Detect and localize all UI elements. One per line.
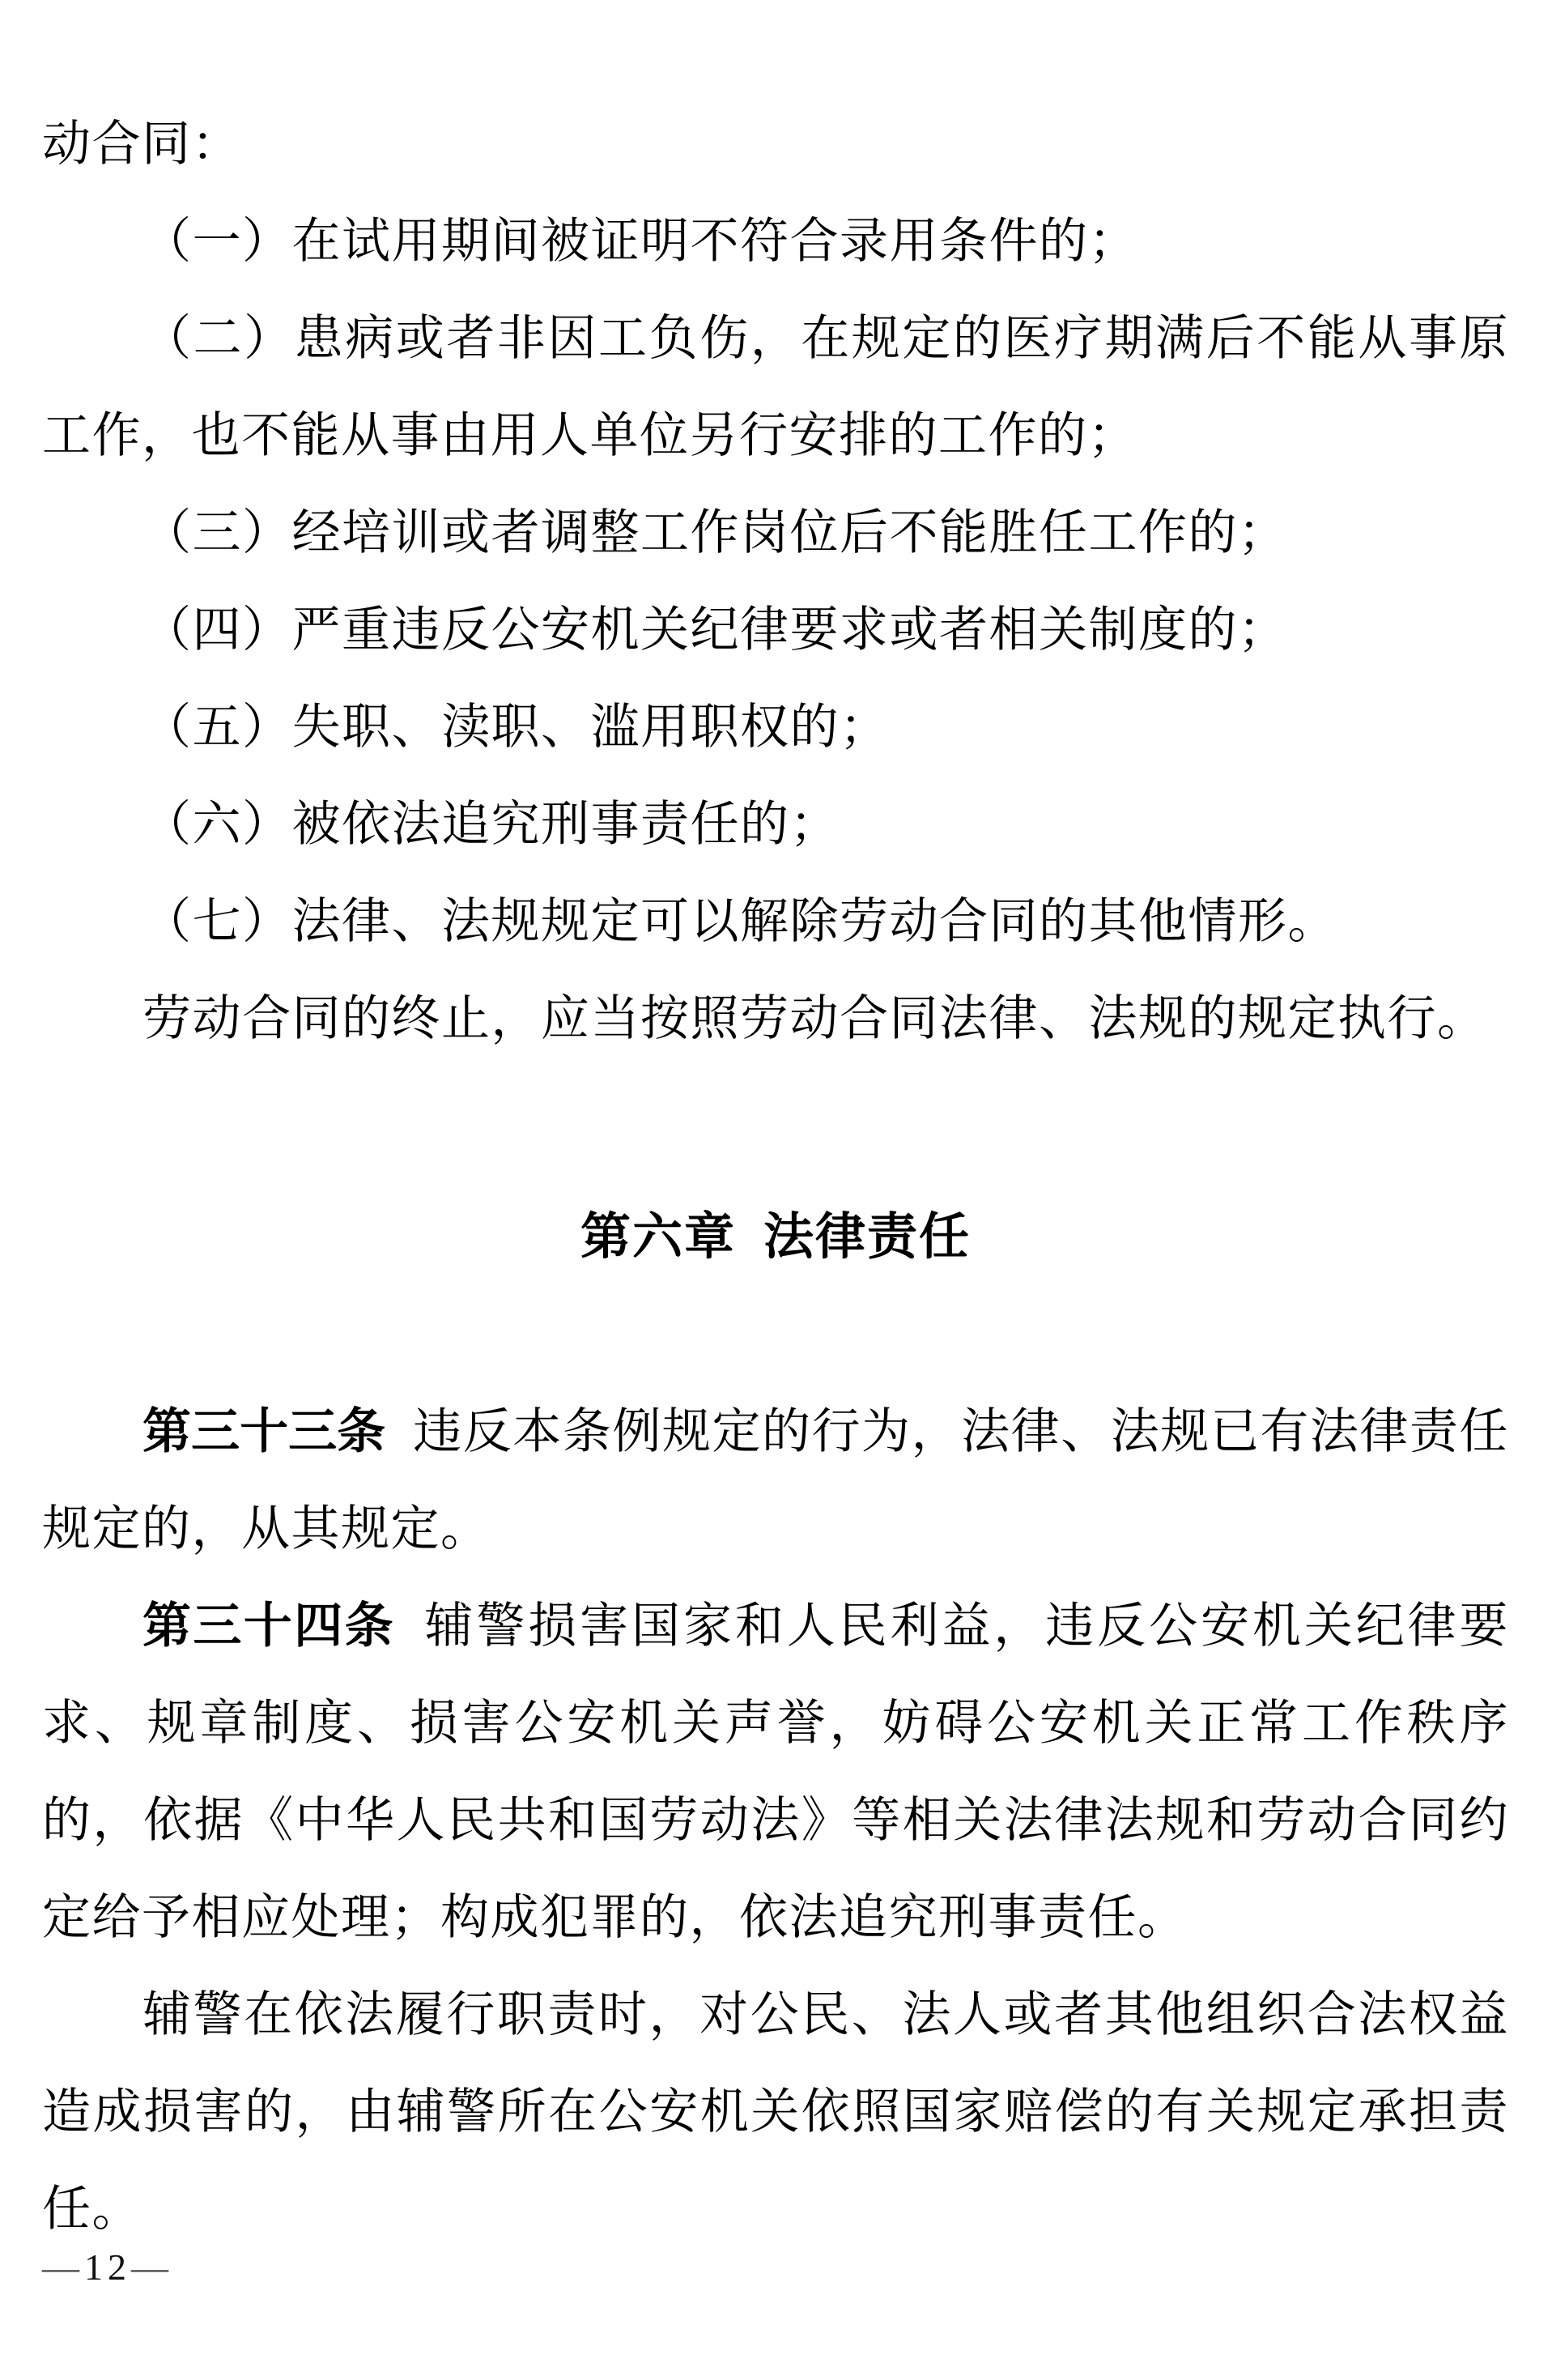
chapter-heading [42, 1189, 1509, 1286]
list-item-5: （五）失职、渎职、滥用职权的； [142, 700, 890, 754]
page-content [42, 96, 1509, 2258]
article-34 [42, 1577, 1509, 1966]
spacer-after-chapter [42, 1286, 1509, 1383]
spacer-before-chapter [42, 1067, 1509, 1189]
page-folio [42, 2246, 173, 2288]
list-item-3: （三）经培训或者调整工作岗位后不能胜任工作的； [142, 506, 1288, 560]
article-34-text: 辅警损害国家和人民利益，违反公安机关纪律要求、规章制度、损害公安机关声誉，妨碍公安机关正常工作秩序的，依据《中华人民共和国劳动法》等相关法律法规和劳动合同约定给予相应处理；构成犯罪的，依法追究刑事责任。 [42, 1599, 1510, 1944]
paragraph-lead-in: 动合同： [42, 117, 241, 171]
paragraph-contract-termination: 劳动合同的终止，应当按照劳动合同法律、法规的规定执行。 [142, 992, 1487, 1045]
article-33 [42, 1383, 1509, 1577]
folio-dash-left: — [42, 2246, 84, 2288]
paragraph-state-compensation: 辅警在依法履行职责时，对公民、法人或者其他组织合法权益造成损害的，由辅警所在公安机关依照国家赔偿的有关规定承担责任。 [42, 1988, 1509, 2236]
chapter-title: 法律责任 [763, 1209, 972, 1265]
page-footer [0, 2245, 1552, 2290]
folio-dash-right: — [131, 2246, 173, 2288]
list-item-1: （一）在试用期间被证明不符合录用条件的； [142, 215, 1138, 268]
article-34-number: 第三十四条 [142, 1599, 396, 1653]
list-item-2: （二）患病或者非因工负伤，在规定的医疗期满后不能从事原工作，也不能从事由用人单位另行安排的工作的； [42, 312, 1509, 462]
article-33-text: 违反本条例规定的行为，法律、法规已有法律责任规定的，从其规定。 [42, 1405, 1510, 1556]
article-33-number: 第三十三条 [142, 1404, 386, 1458]
list-item-6: （六）被依法追究刑事责任的； [142, 798, 840, 851]
list-item-7: （七）法律、法规规定可以解除劳动合同的其他情形。 [142, 895, 1337, 948]
folio-number: 12 [84, 2246, 131, 2288]
list-item-4: （四）严重违反公安机关纪律要求或者相关制度的； [142, 603, 1288, 657]
chapter-number: 第六章 [580, 1209, 736, 1265]
